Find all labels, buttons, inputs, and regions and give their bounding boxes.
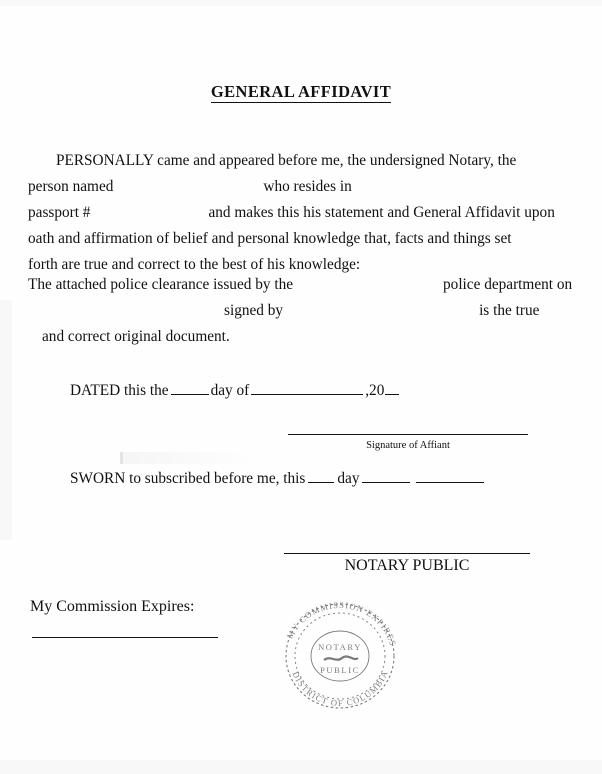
- page-title-text: GENERAL AFFIDAVIT: [210, 82, 392, 101]
- para2-line2b: is the true: [479, 302, 540, 319]
- sworn-day-label: day: [337, 470, 360, 487]
- blank-commission-expires[interactable]: [32, 637, 218, 638]
- commission-expires-label: My Commission Expires:: [30, 598, 195, 615]
- para1-part1: PERSONALLY came and appeared before me, the undersigned Notary, the: [56, 152, 517, 169]
- seal-outer-top-text: MY COMMISSION EXPIRES: [284, 599, 399, 648]
- notary-public-label: NOTARY PUBLIC: [344, 557, 470, 574]
- signature-rule: [288, 434, 528, 435]
- para2-line1a: The attached police clearance issued by the: [28, 276, 294, 293]
- notary-seal-stamp: [268, 588, 412, 720]
- scan-smudge: [120, 452, 260, 464]
- para1-part2: person named: [28, 178, 114, 195]
- blank-sworn-month[interactable]: [362, 482, 410, 483]
- sworn-line: [70, 470, 487, 488]
- para1-part5: and makes this his statement and General Affidavit upon: [208, 204, 555, 221]
- affidavit-paragraph-1: [28, 148, 574, 278]
- blank-sworn-day[interactable]: [308, 482, 334, 483]
- dated-line: [70, 382, 399, 400]
- blank-day[interactable]: [171, 394, 209, 395]
- seal-outer-bottom-text: DISTRICT OF COLUMBIA: [290, 668, 391, 709]
- dated-prefix: DATED this the: [70, 382, 169, 399]
- scan-noise-bottom: [0, 760, 602, 774]
- dated-year: ,20: [365, 382, 385, 399]
- seal-flourish: [324, 656, 358, 660]
- blank-sworn-year[interactable]: [416, 482, 484, 483]
- para2-line3: and correct original document.: [42, 328, 230, 345]
- dated-middle: day of: [210, 382, 250, 399]
- svg-text:MY COMMISSION EXPIRES: [285, 600, 399, 648]
- seal-inner-line2: PUBLIC: [320, 665, 360, 675]
- page-title: [0, 82, 602, 102]
- blank-month[interactable]: [251, 394, 363, 395]
- para1-part6: oath and affirmation of belief and personal knowledge that, facts and things set: [28, 230, 512, 247]
- affidavit-paragraph-2: [28, 272, 574, 350]
- notary-rule: [284, 553, 530, 554]
- para2-line1b: police department on: [443, 276, 573, 293]
- para1-part3: who resides in: [263, 178, 352, 195]
- para2-line2: [28, 298, 574, 324]
- seal-inner-line1: NOTARY: [318, 642, 362, 652]
- sworn-prefix: SWORN to subscribed before me, this: [70, 470, 306, 487]
- notary-seal-svg: [268, 588, 412, 720]
- scan-noise-left: [0, 300, 12, 540]
- para1-part7: forth are true and correct to the best of his knowledge:: [28, 256, 361, 273]
- blank-year[interactable]: [385, 394, 399, 395]
- para1-part4: passport #: [28, 204, 91, 221]
- scan-noise-top: [0, 0, 602, 6]
- signature-caption: Signature of Affiant: [366, 440, 450, 451]
- para2-line2a: signed by: [224, 302, 284, 319]
